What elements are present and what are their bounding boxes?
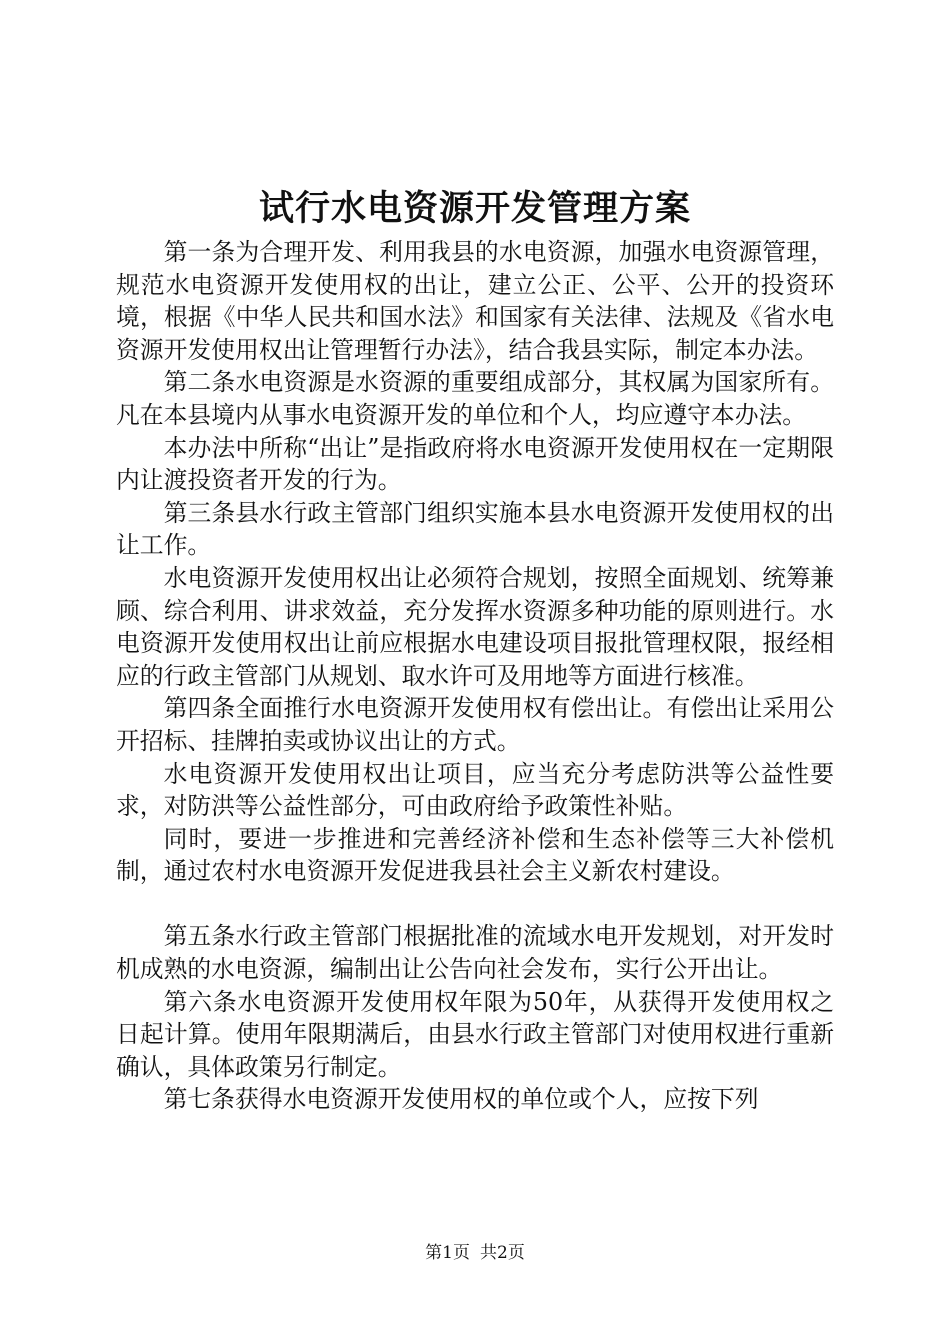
paragraph-transfer-definition: 本办法中所称“出让”是指政府将水电资源开发使用权在一定期限内让渡投资者开发的行为。 [116,433,834,495]
paragraph-article-4: 第四条全面推行水电资源开发使用权有偿出让。有偿出让采用公开招标、挂牌拍卖或协议出让的方式。 [116,694,834,755]
paragraph-public-interest: 水电资源开发使用权出让项目，应当充分考虑防洪等公益性要求，对防洪等公益性部分，可由政府给予政策性补贴。 [116,759,834,821]
paragraph-article-1: 第一条为合理开发、利用我县的水电资源，加强水电资源管理，规范水电资源开发使用权的出让，建立公正、公平、公开的投资环境，根据《中华人民共和国水法》和国家有关法律、法规及《省水电资源开发使用权出让管理暂行办法》，结合我县实际，制定本办法。 [116,238,834,364]
page-total: 共2页 [480,1243,525,1263]
paragraph-planning-principles: 水电资源开发使用权出让必须符合规划，按照全面规划、统筹兼顾、综合利用、讲求效益，充分发挥水资源多种功能的原则进行。水电资源开发使用权出让前应根据水电建设项目报批管理权限，报经相应的行政主管部门从规划、取水许可及用地等方面进行核准。 [116,563,834,690]
paragraph-article-3: 第三条县水行政主管部门组织实施本县水电资源开发使用权的出让工作。 [116,498,834,560]
paragraph-compensation: 同时，要进一步推进和完善经济补偿和生态补偿等三大补偿机制，通过农村水电资源开发促进我县社会主义新农村建设。 [116,824,834,886]
paragraph-article-6: 第六条水电资源开发使用权年限为50年，从获得开发使用权之日起计算。使用年限期满后，由县水行政主管部门对使用权进行重新确认，具体政策另行制定。 [116,987,834,1081]
paragraph-article-5: 第五条水行政主管部门根据批准的流域水电开发规划，对开发时机成熟的水电资源，编制出让公告向社会发布，实行公开出让。 [116,922,834,984]
document-body [116,236,834,1116]
paragraph-article-7: 第七条获得水电资源开发使用权的单位或个人，应按下列 [163,1085,759,1114]
paragraph-article-2: 第二条水电资源是水资源的重要组成部分，其权属为国家所有。凡在本县境内从事水电资源开发的单位和个人，均应遵守本办法。 [116,368,834,429]
page-number: 第1页 [425,1243,470,1263]
page-footer [0,1242,950,1264]
document-title: 试行水电资源开发管理方案 [258,188,691,229]
